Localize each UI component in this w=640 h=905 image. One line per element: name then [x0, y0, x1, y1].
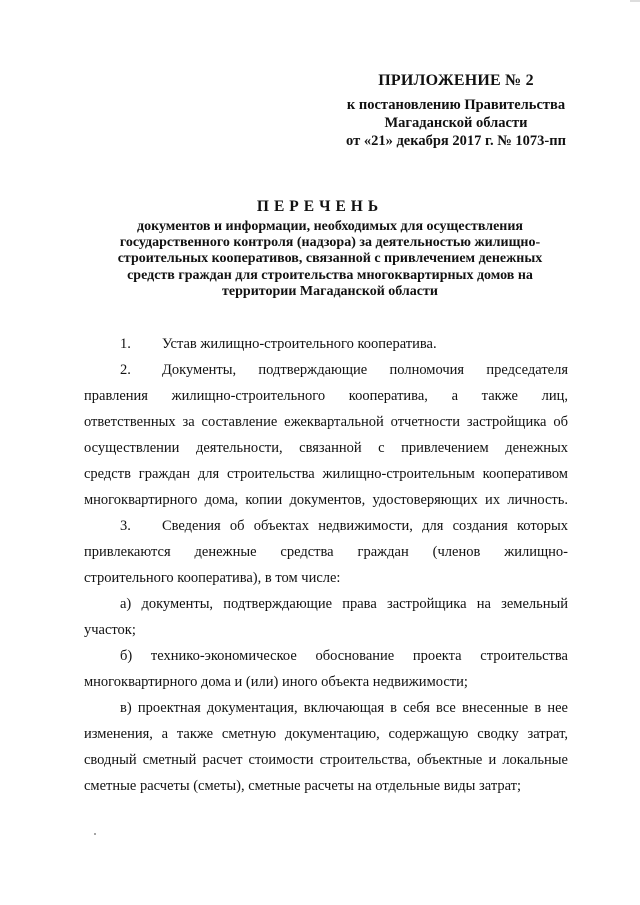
subitem-text-line: изменения, а также сметную документацию, содержащую сводку затрат, [84, 726, 568, 742]
subheading-line: документов и информации, необходимых для осуществления [137, 219, 523, 234]
appendix-title: ПРИЛОЖЕНИЕ № 2 [378, 72, 534, 89]
subitem-text-line: многоквартирного дома и (или) иного объекта недвижимости; [84, 674, 468, 690]
item-number: 3. [120, 518, 131, 534]
subitem-text-line: б) технико-экономическое обоснование проекта строительства [120, 648, 568, 664]
item-text-line: Устав жилищно-строительного кооператива. [162, 336, 437, 352]
subitem-text-line: сметные расчеты (сметы), сметные расчеты на отдельные виды затрат; [84, 778, 522, 794]
appendix-block [336, 72, 576, 90]
scan-mark [630, 0, 640, 2]
item-text-line: правления жилищно-строительного кооператива, а также лиц, [84, 388, 568, 404]
item-number: 1. [120, 336, 131, 352]
subheading-line: средств граждан для строительства многоквартирных домов на [127, 267, 533, 283]
scan-speck [94, 833, 96, 835]
subheading-line: строительных кооперативов, связанной с привлечением денежных [117, 251, 543, 267]
item-text-line: строительного кооператива), в том числе: [84, 570, 341, 586]
document-heading: ПЕРЕЧЕНЬ [256, 198, 384, 215]
item-text-line: многоквартирного дома, копии документов, удостоверяющих их личность. [84, 492, 568, 508]
document-subheading [90, 219, 570, 300]
subheading-line: государственного контроля (надзора) за деятельностью жилищно- [119, 235, 541, 251]
appendix-date-line: от «21» декабря 2017 г. № 1073-пп [346, 133, 566, 149]
appendix-reference [336, 96, 576, 132]
subitem-text-line: участок; [84, 622, 136, 638]
list-item [84, 336, 568, 356]
list-item [84, 362, 568, 382]
item-text-line: привлекаются денежные средства граждан (членов жилищно- [84, 544, 568, 560]
subheading-line: территории Магаданской области [222, 283, 438, 299]
appendix-line-2: Магаданской области [384, 115, 528, 131]
item-text-line: Документы, подтверждающие полномочия председателя [162, 362, 568, 378]
item-number: 2. [120, 362, 131, 378]
subitem-text-line: сводный сметный расчет стоимости строительства, объектные и локальные [84, 752, 568, 768]
subitem-text-line: а) документы, подтверждающие права застройщика на земельный [120, 596, 568, 612]
subitem-text-line: в) проектная документация, включающая в себя все внесенные в нее [120, 700, 568, 716]
item-text-line: средств граждан для строительства жилищно-строительным кооперативом [84, 466, 568, 482]
item-text-line: ответственных за составление ежеквартальной отчетности застройщика об [84, 414, 568, 430]
appendix-line-1: к постановлению Правительства [346, 97, 566, 113]
list-item [84, 518, 568, 538]
item-text-line: Сведения об объектах недвижимости, для создания которых [162, 518, 568, 534]
item-text-line: осуществлении деятельности, связанной с привлечением денежных [84, 440, 568, 456]
appendix-date [336, 132, 576, 150]
